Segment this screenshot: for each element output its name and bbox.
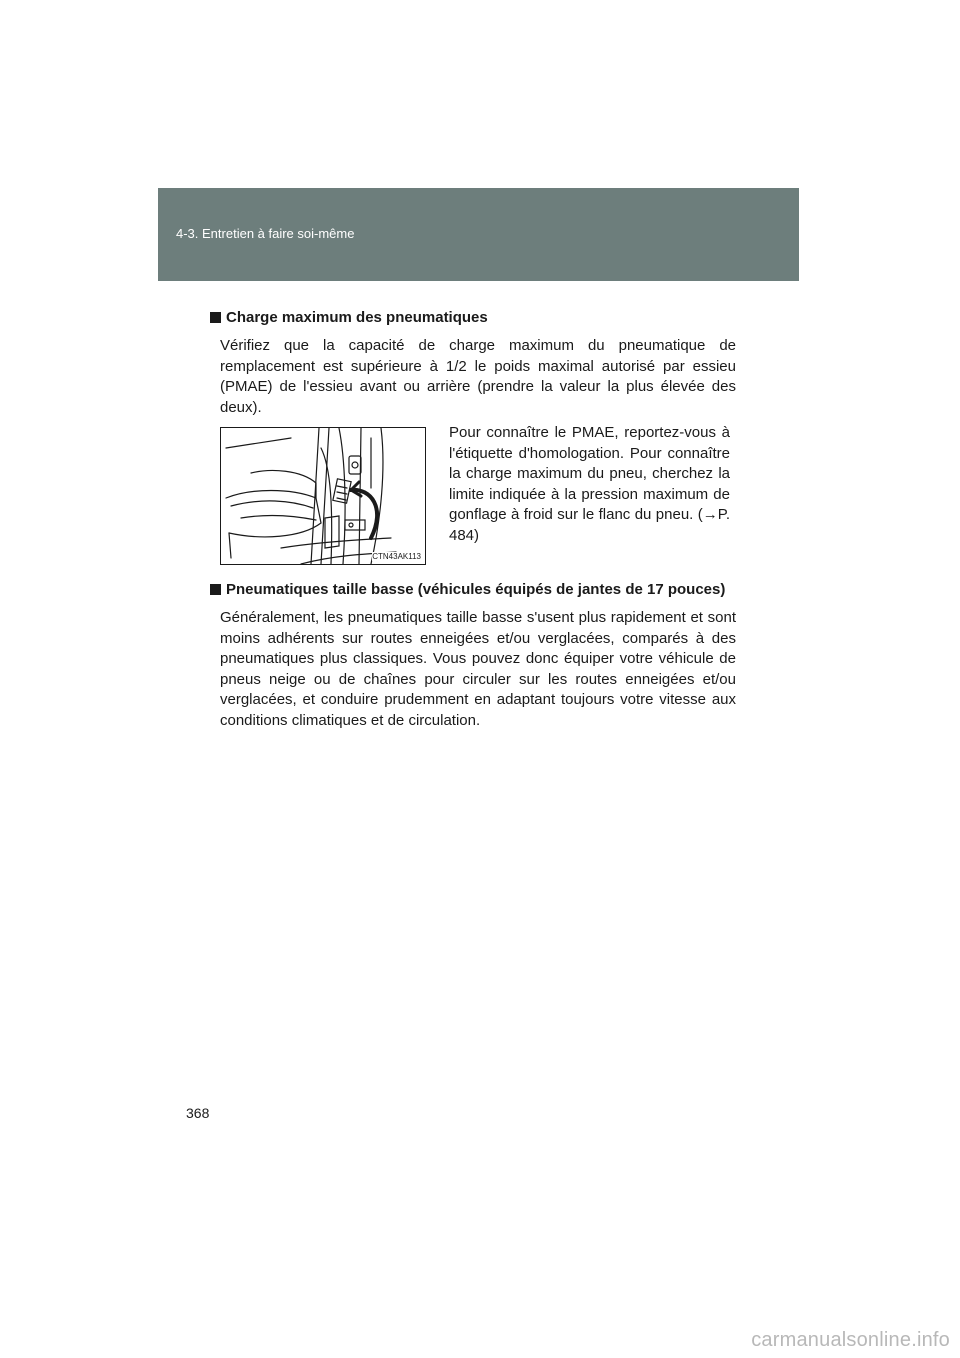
chapter-title: 4-3. Entretien à faire soi-même	[176, 226, 355, 241]
section-paragraph: Vérifiez que la capacité de charge maximum du pneumatique de remplacement est supérieure à 1/2 le poids maximal autorisé par essieu (PMAE) de l'essieu avant ou arrière (prendre la valeur la plus élevée des deux).	[220, 337, 736, 416]
square-bullet-icon	[210, 584, 221, 595]
figure-note: Pour connaître le PMAE, reportez-vous à l'étiquette d'homologation. Pour connaître la charge maximum du pneu, cherchez la limite indiquée à la pression maximum de gonflage à froid sur le flanc du pneu. (→P. 484)	[449, 424, 730, 544]
square-bullet-icon	[210, 312, 221, 323]
figure-code: CTN43AK113	[372, 552, 421, 561]
section-pneumatiques-taille-basse	[210, 580, 736, 731]
heading-text: Charge maximum des pneumatiques	[226, 309, 488, 326]
door-pillar-figure	[220, 427, 426, 565]
chapter-header	[158, 188, 799, 281]
section-heading	[210, 580, 736, 600]
page-number: 368	[186, 1105, 210, 1121]
section-paragraph: Généralement, les pneumatiques taille basse s'usent plus rapidement et sont moins adhérents sur routes enneigées et/ou verglacées, comparés à des pneumatiques plus classiques. Vous pouvez donc équiper votre véhicule de pneus neige ou de chaînes pour circuler sur les routes enneigées et/ou verglacées, et conduire prudemment en adaptant toujours votre vitesse aux conditions climatiques et de circulation.	[220, 609, 736, 729]
door-pillar-label-icon	[221, 428, 425, 564]
section-charge-maximum	[210, 308, 736, 418]
watermark: carmanualsonline.info	[751, 1329, 950, 1351]
section-heading	[210, 308, 736, 328]
heading-text: Pneumatiques taille basse (véhicules équipés de jantes de 17 pouces)	[226, 581, 726, 598]
